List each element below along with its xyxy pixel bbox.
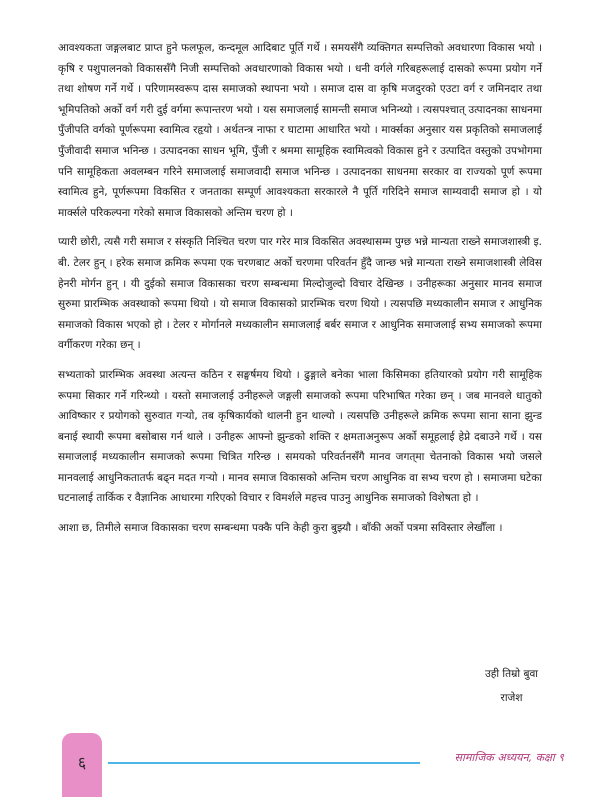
letter-body bbox=[58, 38, 542, 548]
paragraph-1: आवश्यकता जङ्गलबाट प्राप्त हुने फलफूल, कन्दमूल आदिबाट पूर्ति गर्थे । समयसँगै व्यक्तिगत सम्पत्तिको अवधारणा विकास भयो । कृषि र पशुपालनको विकाससँगै निजी सम्पत्तिको अवधारणाको विकास भयो । धनी वर्गले गरिबहरूलाई दासको रूपमा प्रयोग गर्ने तथा शोषण गर्ने गर्थे । परिणामस्वरूप दास समाजको स्थापना भयो । समाज दास वा कृषि मजदुरको एउटा वर्ग र जमिनदार तथा भूमिपतिको अर्को वर्ग गरी दुई वर्गमा रूपान्तरण भयो । यस समाजलाई सामन्ती समाज भनिन्थ्यो । त्यसपश्चात् उत्पादनका साधनमा पुँजीपति वर्गको पूर्णरूपमा स्वामित्व रहृयो । अर्थतन्त्र नाफा र घाटामा आधारित भयो । मार्क्सका अनुसार यस प्रकृतिको समाजलाई पुँजीवादी समाज भनिन्छ । उत्पादनका साधन भूमि, पुँजी र श्रममा सामूहिक स्वामित्वको विकास हुने र उत्पादित वस्तुको उपभोगमा पनि सामूहिकता अवलम्बन गरिने समाजलाई समाजवादी समाज भनिन्छ । उत्पादनका साधनमा सरकार वा राज्यको पूर्ण रूपमा स्वामित्व हुने, पूर्णरूपमा विकसित र जनताका सम्पूर्ण आवश्यकता सरकारले नै पूर्ति गरिदिने समाज साम्यवादी समाज हो । यो मार्क्सले परिकल्पना गरेको समाज विकासको अन्तिम चरण हो । bbox=[58, 42, 542, 219]
page-number: ६ bbox=[77, 753, 87, 772]
book-title: सामाजिक अध्ययन, कक्षा ९ bbox=[454, 751, 564, 764]
paragraph-2: प्यारी छोरी, त्यसै गरी समाज र संस्कृति निश्चित चरण पार गरेर मात्र विकसित अवस्थासम्म पुग्छ भन्ने मान्यता राख्ने समाजशास्त्री इ. बी. टेलर हुन् । हरेक समाज क्रमिक रूपमा एक चरणबाट अर्को चरणमा परिवर्तन हुँदै जान्छ भन्ने मान्यता राख्ने समाजशास्त्री लेविस हेनरी मोर्गन हुन् । यी दुईको समाज विकासका चरण सम्बन्धमा मिल्दोजुल्दो विचार देखिन्छ । उनीहरूका अनुसार मानव समाज सुरुमा प्रारम्भिक अवस्थाको रूपमा थियो । यो समाज विकासको प्रारम्भिक चरण थियो । त्यसपछि मध्यकालीन समाज र आधुनिक समाजको विकास भएको हो । टेलर र मोर्गानले मध्यकालीन समाजलाई बर्बर समाज र आधुनिक समाजलाई सभ्य समाजको रूपमा वर्गीकरण गरेका छन् । bbox=[58, 236, 542, 352]
signoff bbox=[485, 662, 538, 710]
page-footer bbox=[0, 733, 600, 800]
paragraph-4: आशा छ, तिमीले समाज विकासका चरण सम्बन्धमा पक्कै पनि केही कुरा बुझ्यौ । बाँकी अर्को पत्रमा सविस्तार लेखौँला । bbox=[58, 522, 503, 535]
signoff-closing: उही तिम्रो बुवा bbox=[485, 668, 538, 680]
signoff-name: राजेश bbox=[500, 692, 523, 704]
page-number-tab bbox=[62, 733, 102, 797]
footer-divider bbox=[108, 762, 420, 764]
paragraph-3: सभ्यताको प्रारम्भिक अवस्था अत्यन्त कठिन र सङ्घर्षमय थियो । ढुङ्गाले बनेका भाला किसिमका हतियारको प्रयोग गरी सामूहिक रूपमा सिकार गर्ने गरिन्थ्यो । यस्तो समाजलाई उनीहरूले जङ्गली समाजको रूपमा परिभाषित गरेका छन् । जब मानवले धातुको आविष्कार र प्रयोगको सुरुवात गऱ्यो, तब कृषिकार्यको थालनी हुन थाल्यो । त्यसपछि उनीहरूले क्रमिक रूपमा साना साना झुन्ड बनाई स्थायी रूपमा बसोबास गर्न थाले । उनीहरू आफ्नो झुन्डको शक्ति र क्षमताअनुरूप अर्को समूहलाई हेप्ने दबाउने गर्थे । यस समाजलाई मध्यकालीन समाजको रूपमा चित्रित गरिन्छ । समयको परिवर्तनसँगै मानव जगत्‌मा चेतनाको विकास भयो जसले मानवलाई आधुनिकतातर्फ बढ्न मदत गऱ्यो । मानव समाज विकासको अन्तिम चरण आधुनिक वा सभ्य चरण हो । समाजमा घटेका घटनालाई तार्किक र वैज्ञानिक आधारमा गरिएको विचार र विमर्शले महत्त्व पाउनु आधुनिक समाजको विशेषता हो । bbox=[58, 368, 542, 505]
